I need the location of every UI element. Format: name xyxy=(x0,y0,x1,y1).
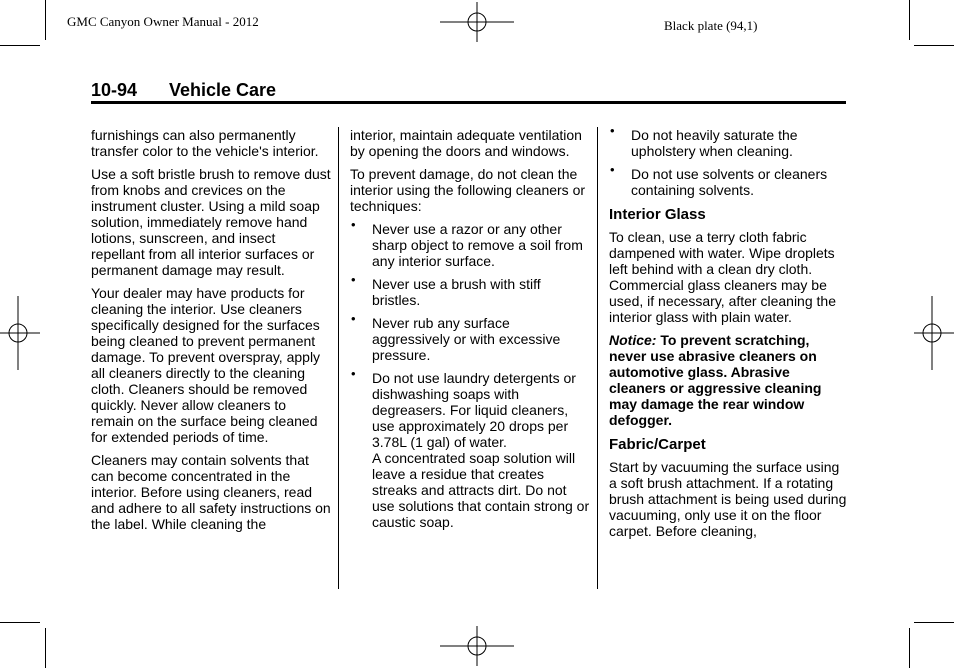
bullet-icon: • xyxy=(351,366,356,381)
list-item: • Never use a brush with stiff bristles. xyxy=(351,272,541,308)
notice-label: Notice: xyxy=(609,332,657,348)
column-1 xyxy=(91,127,331,539)
column-divider xyxy=(597,127,598,589)
registration-mark-icon xyxy=(440,626,514,666)
notice-paragraph xyxy=(609,332,849,428)
bullet-list xyxy=(350,217,590,530)
list-item: • Never use a razor or any other sharp object to remove a soil from any interior surface. xyxy=(351,217,583,269)
paragraph: Start by vacuuming the surface using a soft brush attachment. If a rotating brush attachment is being used during vacuuming, only use it on the floor carpet. Before cleaning, xyxy=(609,459,847,539)
column-3 xyxy=(609,123,849,546)
bullet-icon: • xyxy=(351,272,356,287)
plate-slug: Black plate (94,1) xyxy=(664,18,758,33)
paragraph: To prevent damage, do not clean the interior using the following cleaners or techniques: xyxy=(350,166,586,214)
crop-mark xyxy=(0,622,40,623)
crop-mark xyxy=(0,45,40,46)
list-item-continuation: A concentrated soap solution will leave a residue that creates streaks and attracts dirt. Do not use solutions that contain strong or caustic soap. xyxy=(372,450,590,530)
document-slug: GMC Canyon Owner Manual - 2012 xyxy=(67,14,259,29)
bullet-icon: • xyxy=(610,162,615,177)
paragraph: Your dealer may have products for cleaning the interior. Use cleaners specifically designed for the surfaces being cleaned to prevent permanent damage. To prevent overspray, apply all cleaners directly to the cleaning cloth. Cleaners should be removed quickly. Never allow cleaners to remain on the surface being cleaned for extended periods of time. xyxy=(91,285,321,445)
subsection-heading: Fabric/Carpet xyxy=(609,436,706,453)
list-item: • Do not heavily saturate the upholstery when cleaning. xyxy=(610,123,798,159)
crop-mark xyxy=(45,628,46,668)
crop-mark xyxy=(909,0,910,40)
page-number: 10-94 xyxy=(91,80,138,100)
registration-mark-icon xyxy=(0,296,40,370)
notice-text: To prevent scratching, never use abrasive cleaners on automotive glass. Abrasive cleaners or aggressive cleaning may damage the rear window defogger. xyxy=(609,332,822,428)
header-rule xyxy=(91,101,846,104)
bullet-icon: • xyxy=(610,123,615,138)
bullet-list xyxy=(609,123,849,198)
paragraph: interior, maintain adequate ventilation by opening the doors and windows. xyxy=(350,127,582,159)
subsection-heading: Interior Glass xyxy=(609,206,706,223)
crop-mark xyxy=(909,628,910,668)
list-item: • Do not use solvents or cleaners containing solvents. xyxy=(610,162,828,198)
registration-mark-icon xyxy=(440,2,514,42)
section-title: Vehicle Care xyxy=(169,80,277,100)
list-item: • Do not use laundry detergents or dishwashing soaps with degreasers. For liquid cleaners, use approximately 20 drops per 3.78L (1 gal) of water. A concentrated soap solution will leave a residue that creates streaks and attracts dirt. Do not use solutions that contain strong or caustic soap. xyxy=(351,366,590,530)
column-2 xyxy=(350,127,590,537)
paragraph: Use a soft bristle brush to remove dust from knobs and crevices on the instrument cluster. Using a mild soap solution, immediately remove hand lotions, sunscreen, and insect repellant from all interior surfaces or permanent damage may result. xyxy=(91,166,331,278)
bullet-icon: • xyxy=(351,311,356,326)
paragraph: To clean, use a terry cloth fabric dampened with water. Wipe droplets left behind with a clean dry cloth. Commercial glass cleaners may be used, if necessary, after cleaning the interior glass with plain water. xyxy=(609,229,836,325)
paragraph: furnishings can also permanently transfer color to the vehicle's interior. xyxy=(91,127,319,159)
list-item: • Never rub any surface aggressively or with excessive pressure. xyxy=(351,311,561,363)
bullet-icon: • xyxy=(351,217,356,232)
crop-mark xyxy=(914,622,954,623)
crop-mark xyxy=(45,0,46,40)
registration-mark-icon xyxy=(914,296,954,370)
column-divider xyxy=(338,127,339,589)
crop-mark xyxy=(914,45,954,46)
paragraph: Cleaners may contain solvents that can become concentrated in the interior. Before using cleaners, read and adhere to all safety instructions on the label. While cleaning the xyxy=(91,452,331,532)
